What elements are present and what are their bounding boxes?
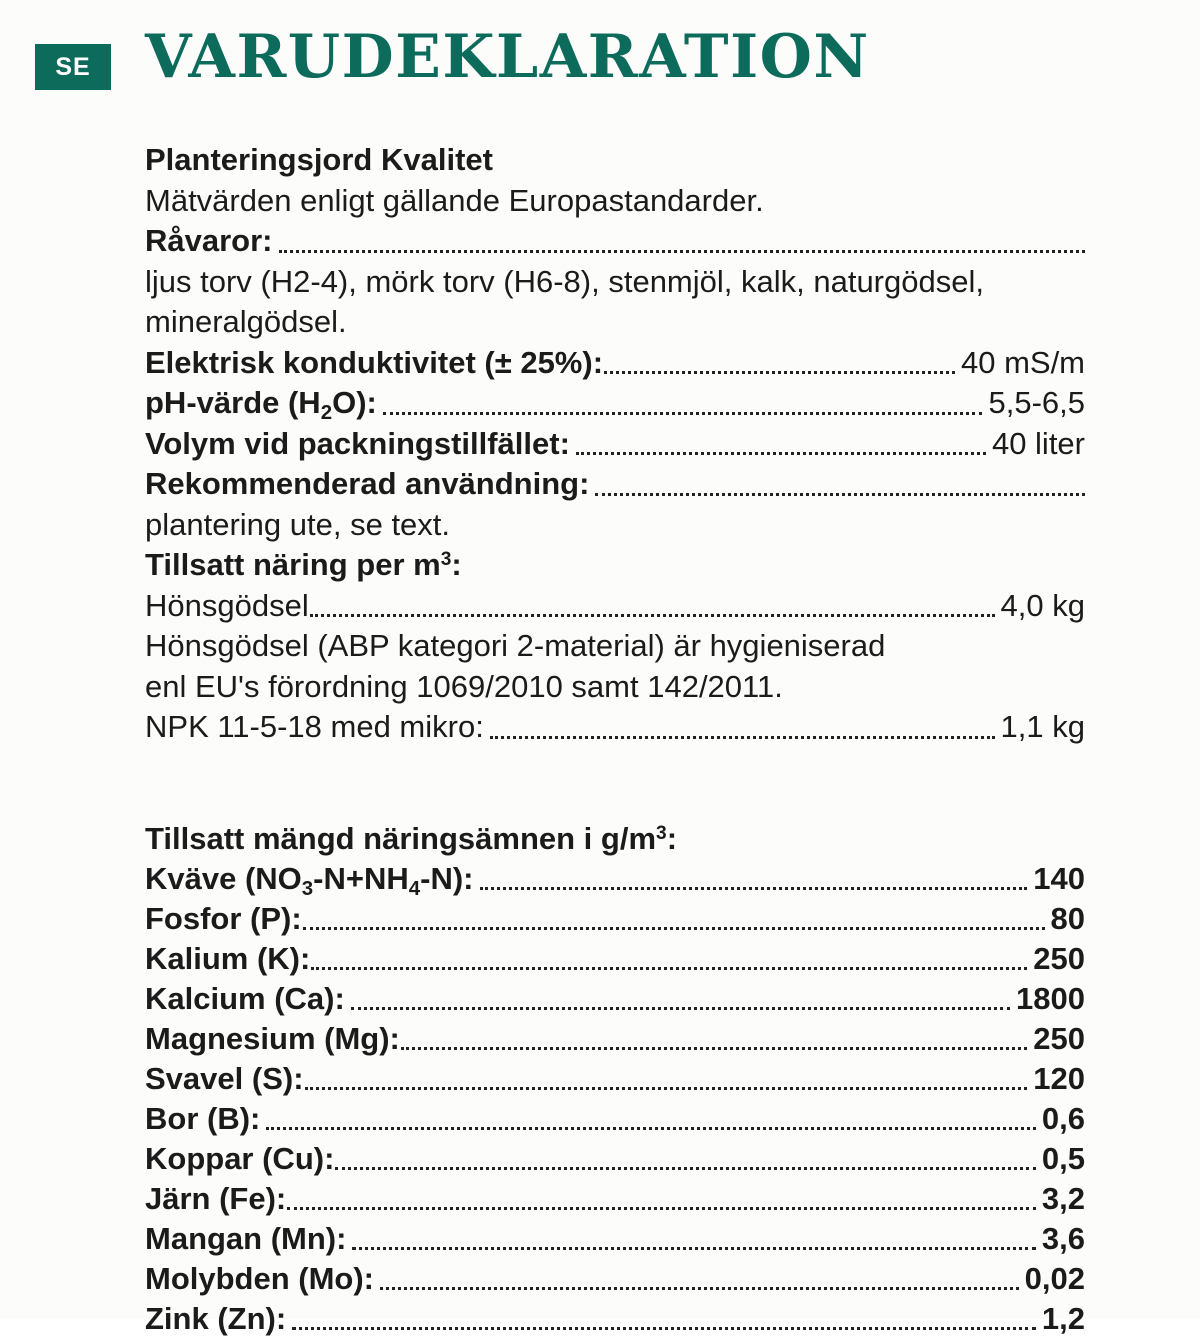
nutrient-value: 1800 <box>1016 981 1085 1016</box>
raw-materials-line-2 <box>145 302 1085 343</box>
added-nutrition-note-line-2 <box>145 667 1085 708</box>
added-nutrition-label: Hönsgödsel <box>145 587 309 623</box>
nutrient-value: 250 <box>1033 1021 1085 1056</box>
nutrient-name: Kalium (K): <box>145 941 311 976</box>
npk-value: 1,1 kg <box>1000 709 1085 744</box>
nutrient-row-calcium <box>145 979 1085 1019</box>
property-value: 40 mS/m <box>960 344 1085 380</box>
dot-leader <box>287 1207 1036 1210</box>
raw-materials-line-1 <box>145 262 1085 303</box>
nutrient-value: 3,2 <box>1041 1181 1085 1216</box>
property-label: pH-värde $(H_2O)$: <box>145 385 377 424</box>
declaration-body <box>145 140 1085 1339</box>
dot-leader <box>383 412 983 415</box>
nutrient-row-phosphorus <box>145 899 1085 939</box>
property-row-conductivity <box>145 343 1085 384</box>
document-header <box>0 0 1200 118</box>
added-nutrition-heading-line <box>145 545 1085 586</box>
nutrient-table-heading: Tillsatt mängd näringsämnen i $g/m^3$: <box>145 820 678 856</box>
nutrient-row-potassium <box>145 939 1085 979</box>
nutrient-value: 0,6 <box>1041 1101 1085 1136</box>
dot-leader <box>490 736 995 739</box>
raw-materials-text: mineralgödsel. <box>145 304 347 339</box>
nutrient-name: Svavel (S): <box>145 1061 304 1096</box>
nutrient-name: Koppar (Cu): <box>145 1141 335 1176</box>
added-nutrition-note-line-1 <box>145 626 1085 667</box>
added-nutrition-value: 4,0 kg <box>1000 587 1085 623</box>
dot-leader <box>352 1247 1035 1250</box>
dot-leader <box>351 1007 1010 1010</box>
nutrient-value: 140 <box>1033 861 1085 896</box>
nutrient-value: 0,02 <box>1024 1261 1085 1296</box>
property-row-volume <box>145 424 1085 465</box>
dot-leader <box>576 452 986 455</box>
dot-leader <box>604 371 955 374</box>
standard-note: Mätvärden enligt gällande Europastandarder. <box>145 182 764 218</box>
raw-materials-text: ljus torv (H2-4), mörk torv (H6-8), stenmjöl, kalk, naturgödsel, <box>145 263 984 299</box>
page-title: VARUDEKLARATION <box>145 22 870 92</box>
recommended-use-text: plantering ute, se text. <box>145 506 451 542</box>
property-label: Elektrisk konduktivitet (± 25%): <box>145 344 604 380</box>
nutrient-row-nitrogen <box>145 859 1085 899</box>
recommended-use-text-line <box>145 505 1085 546</box>
nutrient-value: 3,6 <box>1041 1221 1085 1256</box>
added-nutrition-row-honsgodsel <box>145 586 1085 627</box>
recommended-use-label-line <box>145 464 1085 505</box>
product-name-line <box>145 140 1085 181</box>
dot-leader <box>279 250 1086 253</box>
section-gap <box>145 748 1085 789</box>
nutrient-table-heading-line <box>145 819 1085 860</box>
dot-leader <box>480 887 1028 890</box>
nutrient-name: Molybden (Mo): <box>145 1261 375 1296</box>
added-nutrition-heading: Tillsatt näring per $m^3$: <box>145 547 462 582</box>
nutrient-row-manganese <box>145 1219 1085 1259</box>
added-nutrition-note: Hönsgödsel (ABP kategori 2-material) är hygieniserad <box>145 628 886 663</box>
nutrient-name: Fosfor (P): <box>145 901 302 936</box>
dot-leader <box>305 1087 1028 1090</box>
nutrient-name: Järn (Fe): <box>145 1181 287 1216</box>
dot-leader <box>292 1327 1036 1330</box>
nutrient-name: Mangan (Mn): <box>145 1221 347 1256</box>
nutrient-name: Bor (B): <box>145 1101 261 1136</box>
nutrient-value: 80 <box>1050 901 1085 936</box>
nutrient-row-iron <box>145 1179 1085 1219</box>
dot-leader <box>595 493 1085 496</box>
raw-materials-label-line <box>145 221 1085 262</box>
standard-note-line <box>145 181 1085 222</box>
dot-leader <box>380 1287 1019 1290</box>
nutrient-value: 1,2 <box>1041 1301 1085 1336</box>
dot-leader <box>401 1047 1027 1050</box>
dot-leader <box>335 1167 1035 1170</box>
nutrient-row-magnesium <box>145 1019 1085 1059</box>
language-badge <box>35 44 111 90</box>
language-badge-label: SE <box>55 52 91 81</box>
nutrient-row-sulphur <box>145 1059 1085 1099</box>
npk-label: NPK 11-5-18 med mikro: <box>145 709 484 744</box>
dot-leader <box>303 927 1045 930</box>
section-gap <box>145 789 1085 819</box>
nutrient-name: Zink (Zn): <box>145 1301 287 1336</box>
nutrient-name: Kalcium (Ca): <box>145 981 345 1016</box>
nutrient-name: Magnesium (Mg): <box>145 1021 400 1056</box>
product-name: Planteringsjord Kvalitet <box>145 142 493 177</box>
recommended-use-label: Rekommenderad användning: <box>145 466 590 501</box>
nutrient-row-zinc <box>145 1299 1085 1339</box>
nutrient-value: 250 <box>1033 941 1085 976</box>
property-label: Volym vid packningstillfället: <box>145 425 570 461</box>
nutrient-row-boron <box>145 1099 1085 1139</box>
added-nutrition-row-npk <box>145 707 1085 748</box>
property-value: 40 liter <box>991 425 1085 461</box>
property-value: 5,5-6,5 <box>988 385 1085 420</box>
property-row-ph <box>145 383 1085 424</box>
added-nutrition-note: enl EU's förordning 1069/2010 samt 142/2011. <box>145 668 783 704</box>
dot-leader <box>311 967 1027 970</box>
nutrient-row-molybdenum <box>145 1259 1085 1299</box>
nutrient-name: Kväve $(NO_3-N+NH_4-N)$: <box>145 861 474 900</box>
nutrient-row-copper <box>145 1139 1085 1179</box>
nutrient-value: 0,5 <box>1041 1141 1085 1176</box>
dot-leader <box>266 1127 1036 1130</box>
dot-leader <box>310 614 995 617</box>
nutrient-value: 120 <box>1033 1061 1085 1096</box>
raw-materials-label: Råvaror: <box>145 223 273 258</box>
